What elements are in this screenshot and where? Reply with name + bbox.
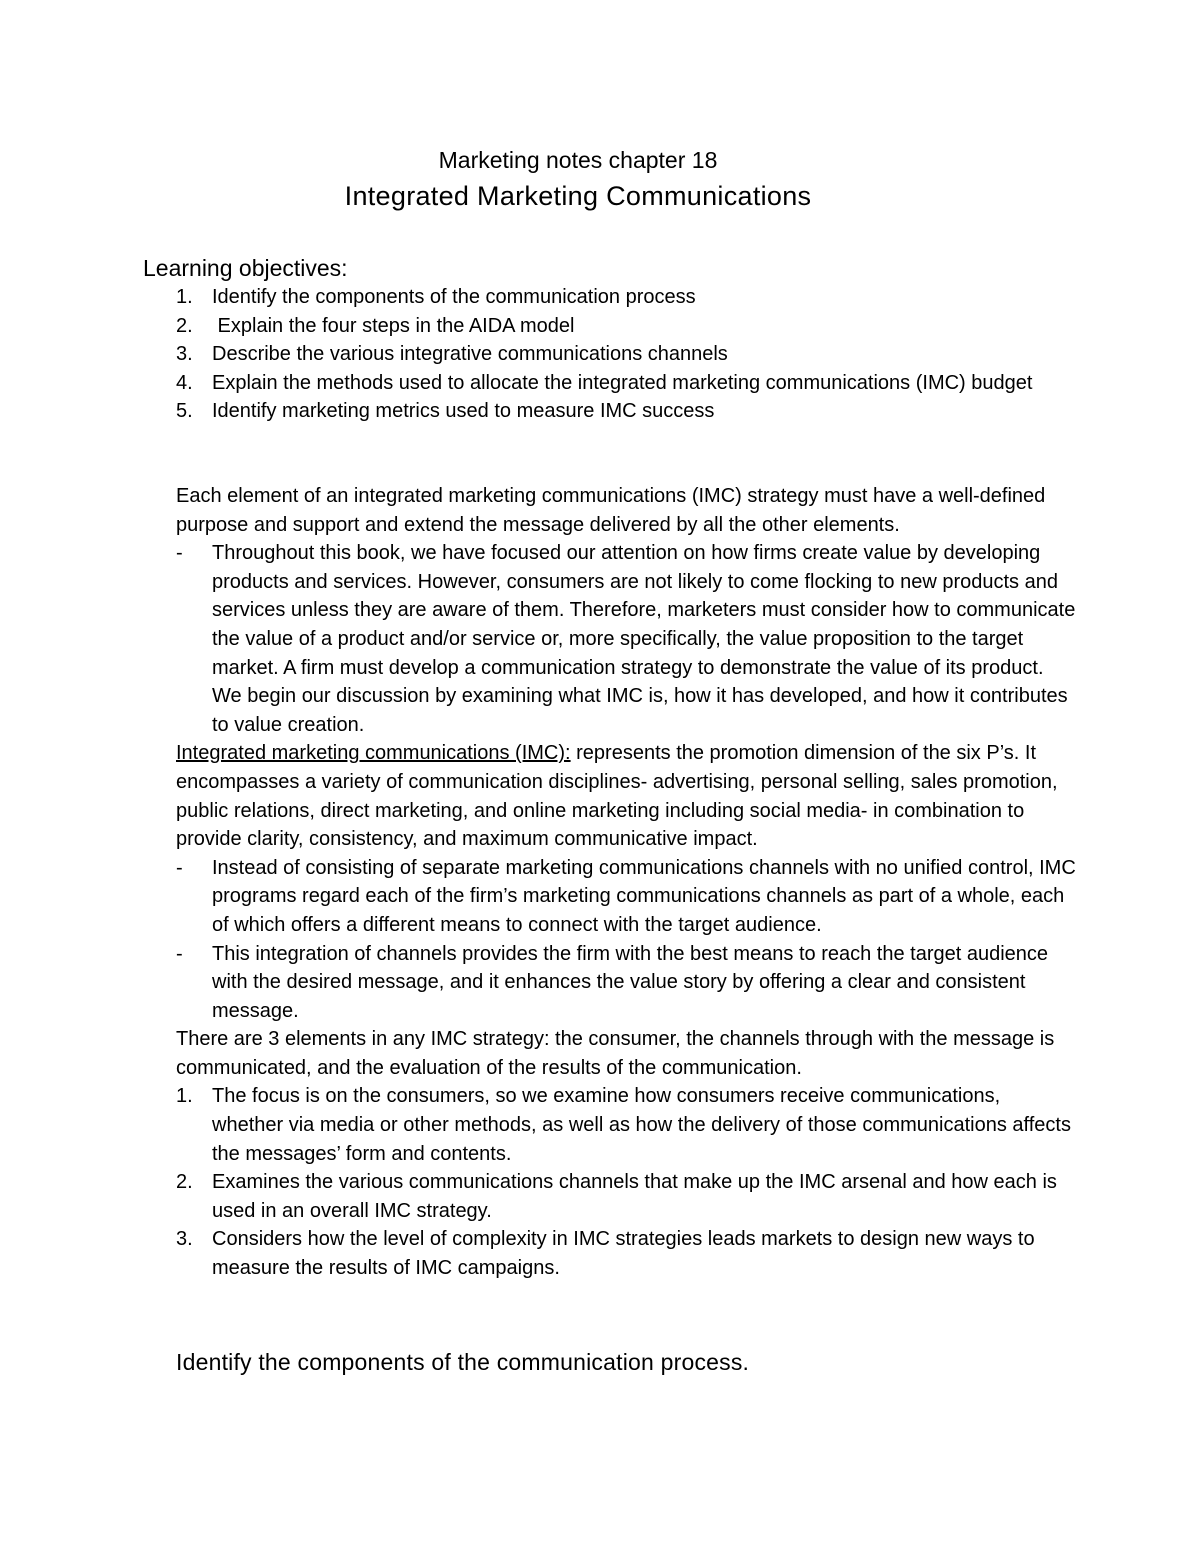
imc-definition xyxy=(176,739,1076,853)
learning-objectives-list xyxy=(176,283,1056,426)
elements-paragraph: There are 3 elements in any IMC strategy: the consumer, the channels through with the message is communicated, and the evaluation of the results of the communication. xyxy=(176,1028,1055,1079)
imc-definition-term: Integrated marketing communications (IMC): xyxy=(176,742,571,765)
section-heading: Identify the components of the communication process. xyxy=(176,1349,750,1375)
bullet-text: Instead of consisting of separate marketing communications channels with no unified control, IMC programs regard each of the firm’s marketing communications channels as part of a whole, each of which offers a different means to connect with the target audience. xyxy=(212,856,1076,936)
list-marker: 1. xyxy=(176,286,193,308)
learning-objective-text: Identify the components of the communication process xyxy=(212,286,696,308)
bullet-item xyxy=(176,539,1076,739)
learning-objective-text: Explain the four steps in the AIDA model xyxy=(212,314,575,337)
elements-text: Examines the various communications channels that make up the IMC arsenal and how each is used in an overall IMC strategy. xyxy=(212,1171,1057,1222)
list-marker: 3. xyxy=(176,343,193,366)
learning-objective-text: Identify marketing metrics used to measure IMC success xyxy=(212,400,715,423)
elements-item xyxy=(176,1082,1076,1168)
learning-objective-text: Explain the methods used to allocate the integrated marketing communications (IMC) budget xyxy=(212,371,1033,394)
imc-definition-text: represents the promotion dimension of the six P’s. It encompasses a variety of communication disciplines- advertising, personal selling, sales promotion, public relations, direct marketing, and online marketing including social media- in combination to provide clarity, consistency, and maximum communicative impact. xyxy=(176,742,1058,851)
elements-item xyxy=(176,1225,1076,1282)
elements-list xyxy=(176,1082,1076,1282)
bullet-text: This integration of channels provides the firm with the best means to reach the target audience with the desired message, and it enhances the value story by offering a clear and consistent message. xyxy=(212,942,1049,1022)
learning-objective-item xyxy=(176,397,1056,426)
main-body xyxy=(176,482,1076,1283)
elements-text: Considers how the level of complexity in IMC strategies leads markets to design new ways to measure the results of IMC campaigns. xyxy=(212,1228,1035,1280)
bullet-text: Throughout this book, we have focused our attention on how firms create value by developing products and services. However, consumers are not likely to come flocking to new products and services unless they are aware of them. Therefore, marketers must consider how to communicate the value of a product and/or service or, more specifically, the value proposition to the target market. A firm must develop a communication strategy to demonstrate the value of its product. We begin our discussion by examining what IMC is, how it has developed, and how it contributes to value creation. xyxy=(212,542,1076,736)
bullet-item xyxy=(176,940,1076,1026)
document-subtitle: Integrated Marketing Communications xyxy=(344,181,812,211)
list-marker: 4. xyxy=(176,371,193,394)
elements-item xyxy=(176,1168,1076,1225)
list-marker: 1. xyxy=(176,1085,193,1108)
bullet-dash: - xyxy=(176,856,183,879)
elements-text: The focus is on the consumers, so we examine how consumers receive communications, whether via media or other methods, as well as how the delivery of those communications affects the messages’ form and contents. xyxy=(212,1085,1071,1165)
learning-objective-text: Describe the various integrative communications channels xyxy=(212,343,728,366)
document-title: Marketing notes chapter 18 xyxy=(438,147,718,173)
learning-objective-item xyxy=(176,312,1056,341)
learning-objective-item xyxy=(176,283,1056,312)
list-marker: 3. xyxy=(176,1228,193,1251)
imc-bullets xyxy=(176,854,1076,1026)
intro-bullets xyxy=(176,539,1076,739)
bullet-item xyxy=(176,854,1076,940)
bullet-dash: - xyxy=(176,542,183,565)
list-marker: 5. xyxy=(176,400,193,423)
list-marker: 2. xyxy=(176,1171,193,1194)
list-marker: 2. xyxy=(176,314,193,337)
learning-objective-item xyxy=(176,369,1056,398)
bullet-dash: - xyxy=(176,942,183,965)
learning-objective-item xyxy=(176,340,1056,369)
intro-paragraph: Each element of an integrated marketing communications (IMC) strategy must have a well-defined purpose and support and extend the message delivered by all the other elements. xyxy=(176,485,1046,536)
learning-objectives-heading: Learning objectives: xyxy=(143,255,348,281)
